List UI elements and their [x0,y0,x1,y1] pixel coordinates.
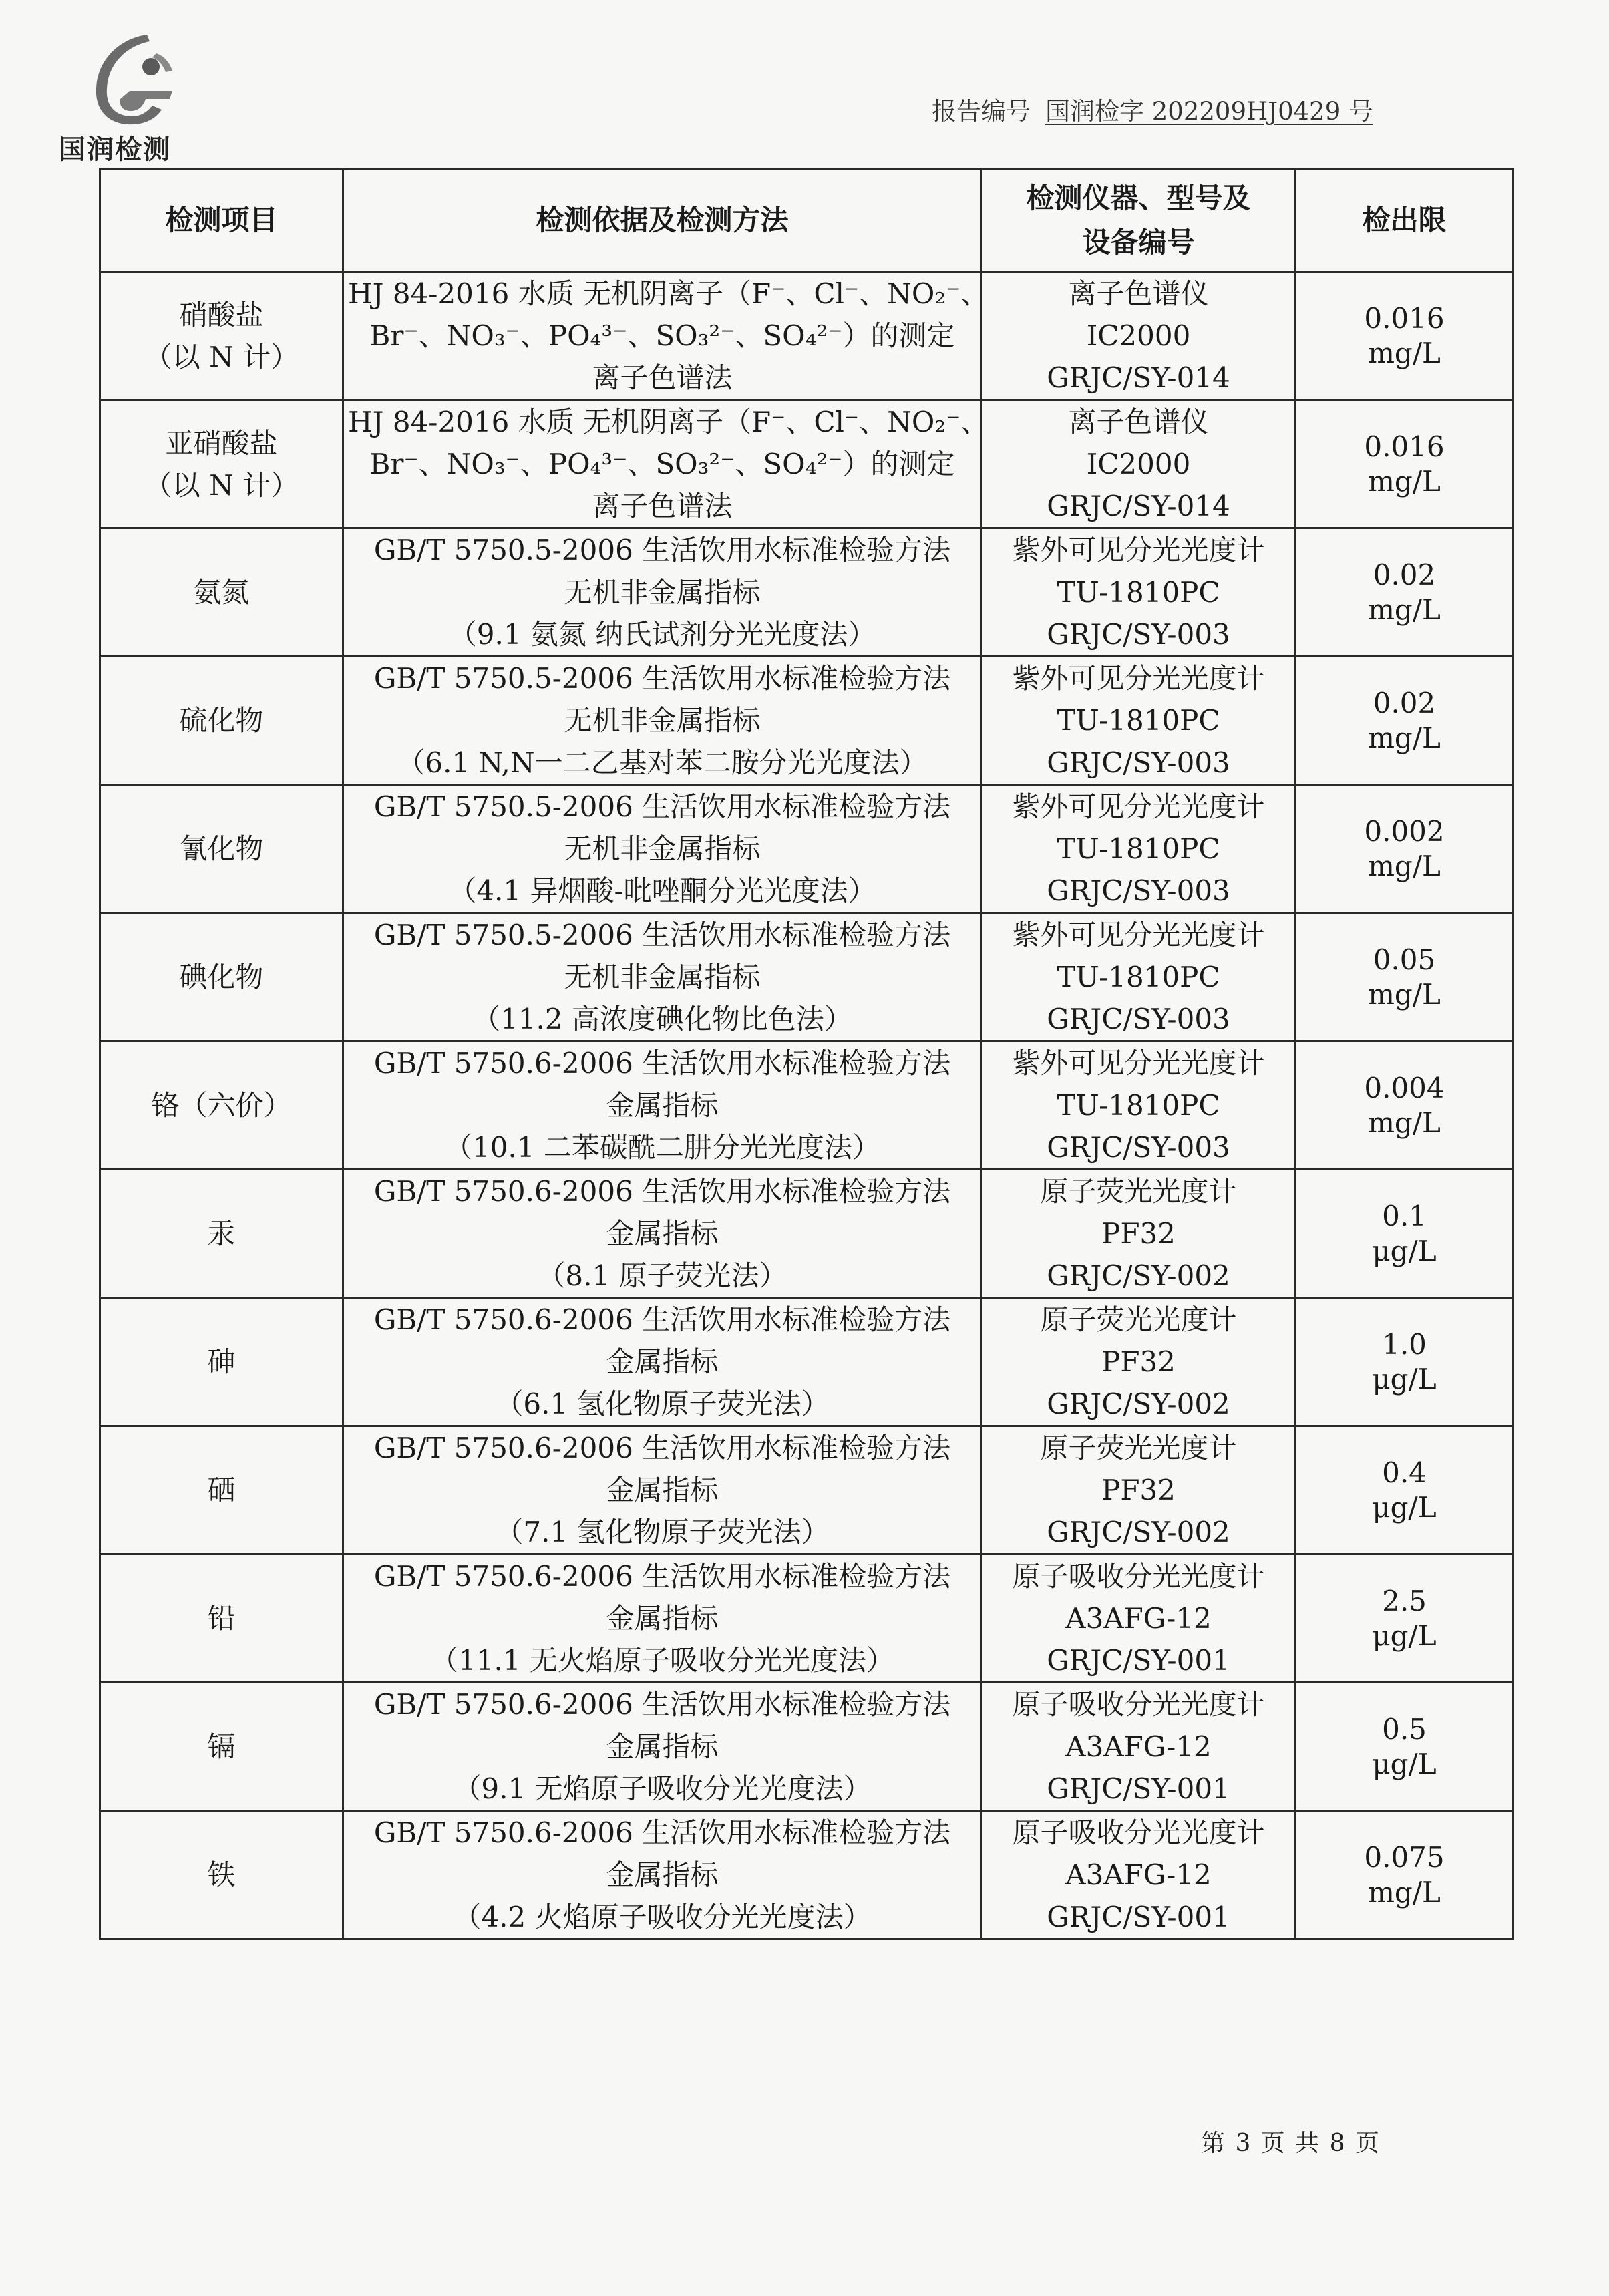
cell-item [100,785,343,913]
cell-item-line: 铁 [207,1858,236,1891]
cell-instrument-line: TU-1810PC [1057,704,1220,737]
cell-instrument-line: GRJC/SY-014 [1047,361,1230,394]
cell-limit-line: mg/L [1368,464,1441,498]
col-header-instrument-line2: 设备编号 [1082,226,1195,259]
cell-method-line: 金属指标 [606,1474,719,1506]
cell-method-line: 无机非金属指标 [564,576,761,609]
cell-method-line: GB/T 5750.6-2006 生活饮用水标准检验方法 [373,1175,951,1208]
cell-instrument [982,657,1296,785]
cell-instrument-line: A3AFG-12 [1065,1858,1212,1891]
cell-limit-line: 0.004 [1364,1071,1445,1104]
cell-item [100,913,343,1041]
cell-method [343,400,989,528]
cell-instrument-line: GRJC/SY-001 [1047,1901,1230,1933]
cell-instrument-line: 原子荧光光度计 [1040,1303,1237,1336]
cell-method-line: HJ 84-2016 水质 无机阴离子（F⁻、Cl⁻、NO₂⁻、 [348,277,989,310]
cell-method-line: （8.1 原子荧光法） [537,1259,787,1292]
table-row [100,528,1513,657]
cell-item-line: 汞 [207,1217,236,1250]
table-header-row [100,170,1513,272]
cell-limit [1296,1811,1513,1939]
company-logo [59,27,199,167]
table-row [100,785,1513,913]
test-methods-table [99,168,1514,1940]
table-row [100,657,1513,785]
table-row [100,913,1513,1041]
cell-instrument [982,1170,1296,1298]
cell-instrument-line: GRJC/SY-014 [1047,490,1230,522]
cell-method-line: 金属指标 [606,1858,719,1891]
cell-method-line: Br⁻、NO₃⁻、PO₄³⁻、SO₃²⁻、SO₄²⁻）的测定 [369,319,955,352]
cell-method-line: GB/T 5750.5-2006 生活饮用水标准检验方法 [373,919,951,951]
cell-method-line: 金属指标 [606,1602,719,1635]
cell-instrument-line: 原子荧光光度计 [1040,1175,1237,1208]
cell-item [100,272,343,400]
cell-method-line: GB/T 5750.6-2006 生活饮用水标准检验方法 [373,1816,951,1849]
cell-method [343,1426,982,1554]
cell-item-line: （以 N 计） [144,340,299,373]
col-header-limit: 检出限 [1296,170,1513,272]
cell-instrument-line: 原子吸收分光光度计 [1012,1560,1265,1593]
cell-limit [1296,1170,1513,1298]
cell-limit-line: μg/L [1372,1490,1437,1524]
cell-method-line: （6.1 氢化物原子荧光法） [495,1387,830,1420]
cell-limit-line: μg/L [1372,1234,1437,1267]
table-row [100,1298,1513,1426]
cell-limit-line: μg/L [1372,1362,1437,1396]
cell-instrument-line: A3AFG-12 [1065,1730,1212,1763]
cell-item-line: 亚硝酸盐 [165,426,278,460]
cell-limit-line: mg/L [1368,721,1441,754]
cell-instrument-line: GRJC/SY-001 [1047,1644,1230,1677]
cell-instrument-line: GRJC/SY-002 [1047,1387,1230,1420]
cell-instrument-line: PF32 [1101,1474,1176,1506]
cell-method-line: 金属指标 [606,1217,719,1250]
cell-item-line: 镉 [207,1730,236,1763]
cell-method [343,785,982,913]
cell-item-line: 铬（六价） [151,1089,292,1122]
table-row [100,1554,1513,1683]
cell-method-line: 离子色谱法 [592,361,733,394]
cell-instrument-line: 紫外可见分光光度计 [1012,919,1265,951]
cell-limit-line: μg/L [1372,1747,1437,1780]
cell-instrument [982,400,1296,528]
col-header-instrument-line1: 检测仪器、型号及 [1026,182,1251,214]
table-row [100,1170,1513,1298]
table-row [100,272,1513,400]
cell-method-line: （4.1 异烟酸-吡唑酮分光光度法） [448,874,876,907]
cell-limit-line: 0.02 [1373,686,1436,719]
cell-item [100,1811,343,1939]
cell-method-line: 无机非金属指标 [564,832,761,865]
cell-instrument-line: 原子吸收分光光度计 [1012,1688,1265,1721]
cell-instrument [982,785,1296,913]
cell-instrument-line: GRJC/SY-002 [1047,1259,1230,1292]
cell-instrument-line: 离子色谱仪 [1068,405,1209,438]
cell-instrument-line: GRJC/SY-001 [1047,1772,1230,1805]
cell-method [343,657,982,785]
cell-instrument-line: 紫外可见分光光度计 [1012,1047,1265,1080]
cell-limit-line: 0.4 [1382,1456,1427,1489]
cell-item [100,1683,343,1811]
table-row [100,1426,1513,1554]
cell-method-line: （7.1 氢化物原子荧光法） [495,1516,830,1548]
col-header-method: 检测依据及检测方法 [343,170,982,272]
cell-instrument-line: TU-1810PC [1057,961,1220,993]
report-number [932,91,1373,127]
cell-item [100,657,343,785]
cell-method-line: 无机非金属指标 [564,961,761,993]
cell-method-line: 金属指标 [606,1345,719,1378]
table-row [100,1811,1513,1939]
cell-limit [1296,272,1513,400]
cell-item-line: 硝酸盐 [179,298,264,331]
cell-item-line: 硫化物 [179,704,264,737]
cell-instrument [982,1298,1296,1426]
cell-item-line: 硒 [207,1474,236,1506]
cell-instrument [982,1554,1296,1683]
cell-method-line: （9.1 氨氮 纳氏试剂分光光度法） [448,618,876,651]
cell-instrument-line: 紫外可见分光光度计 [1012,534,1265,566]
cell-limit [1296,1554,1513,1683]
report-number-label: 报告编号 [932,97,1031,126]
cell-method-line: 无机非金属指标 [564,704,761,737]
cell-limit-line: 0.002 [1364,814,1445,848]
col-header-item: 检测项目 [100,170,343,272]
cell-method-line: GB/T 5750.5-2006 生活饮用水标准检验方法 [373,534,951,566]
cell-limit [1296,913,1513,1041]
cell-item-line: 氰化物 [179,832,264,865]
cell-method-line: （10.1 二苯碳酰二肼分光光度法） [444,1131,880,1164]
cell-limit [1296,528,1513,657]
cell-method-line: GB/T 5750.6-2006 生活饮用水标准检验方法 [373,1688,951,1721]
cell-instrument-line: PF32 [1101,1217,1176,1250]
cell-method-line: GB/T 5750.6-2006 生活饮用水标准检验方法 [373,1303,951,1336]
logo-text: 国润检测 [59,134,171,165]
cell-limit-line: mg/L [1368,336,1441,369]
cell-limit-line: mg/L [1368,977,1441,1011]
cell-instrument [982,272,1296,400]
cell-method-line: GB/T 5750.5-2006 生活饮用水标准检验方法 [373,662,951,695]
cell-item-line: （以 N 计） [144,468,299,502]
cell-method-line: （11.1 无火焰原子吸收分光光度法） [430,1644,894,1677]
cell-instrument [982,1683,1296,1811]
cell-instrument-line: GRJC/SY-002 [1047,1516,1230,1548]
cell-limit [1296,1298,1513,1426]
cell-method-line: GB/T 5750.6-2006 生活饮用水标准检验方法 [373,1560,951,1593]
cell-limit-line: 0.5 [1382,1712,1427,1746]
cell-item [100,1554,343,1683]
cell-instrument [982,1041,1296,1170]
cell-instrument-line: TU-1810PC [1057,576,1220,609]
cell-item [100,1170,343,1298]
cell-method [343,1683,982,1811]
cell-limit-line: μg/L [1372,1619,1437,1652]
cell-method-line: GB/T 5750.6-2006 生活饮用水标准检验方法 [373,1047,951,1080]
cell-method [343,272,989,400]
cell-item [100,528,343,657]
logo-g-mark-icon [72,27,186,127]
cell-limit-line: mg/L [1368,593,1441,626]
table-row [100,400,1513,528]
cell-instrument-line: 紫外可见分光光度计 [1012,790,1265,823]
cell-limit [1296,657,1513,785]
cell-instrument-line: GRJC/SY-003 [1047,746,1230,779]
cell-instrument-line: GRJC/SY-003 [1047,618,1230,651]
table-row [100,1683,1513,1811]
cell-method-line: HJ 84-2016 水质 无机阴离子（F⁻、Cl⁻、NO₂⁻、 [348,405,989,438]
cell-instrument-line: GRJC/SY-003 [1047,1131,1230,1164]
cell-limit-line: 0.05 [1373,943,1436,976]
cell-method [343,1298,982,1426]
cell-instrument [982,913,1296,1041]
cell-item-line: 铅 [207,1602,236,1635]
cell-limit-line: mg/L [1368,849,1441,882]
cell-limit-line: 0.016 [1364,430,1445,463]
cell-method-line: （9.1 无焰原子吸收分光光度法） [453,1772,872,1805]
cell-item [100,1298,343,1426]
cell-method-line: GB/T 5750.5-2006 生活饮用水标准检验方法 [373,790,951,823]
cell-instrument-line: 紫外可见分光光度计 [1012,662,1265,695]
cell-instrument-line: GRJC/SY-003 [1047,874,1230,907]
cell-method [343,1811,982,1939]
cell-limit [1296,400,1513,528]
cell-instrument-line: 原子荧光光度计 [1040,1432,1237,1464]
table-body [100,272,1513,1939]
cell-limit [1296,1426,1513,1554]
cell-instrument-line: 离子色谱仪 [1068,277,1209,310]
cell-item-line: 碘化物 [179,961,264,993]
cell-instrument [982,1426,1296,1554]
cell-instrument-line: TU-1810PC [1057,1089,1220,1122]
cell-limit-line: 0.1 [1382,1199,1427,1233]
cell-instrument-line: A3AFG-12 [1065,1602,1212,1635]
cell-limit [1296,1683,1513,1811]
cell-instrument [982,1811,1296,1939]
table-row [100,1041,1513,1170]
cell-method [343,528,982,657]
cell-method [343,913,982,1041]
cell-method-line: 离子色谱法 [592,490,733,522]
cell-limit-line: 1.0 [1382,1327,1427,1361]
cell-method-line: 金属指标 [606,1730,719,1763]
cell-item [100,1041,343,1170]
report-number-value: 国润检字 202209HJ0429 号 [1045,97,1374,126]
cell-limit [1296,785,1513,913]
cell-item [100,400,343,528]
col-header-instrument [982,170,1296,272]
page-number: 第 3 页 共 8 页 [1201,2130,1380,2157]
cell-instrument [982,528,1296,657]
cell-method-line: （11.2 高浓度碘化物比色法） [472,1003,852,1035]
cell-method-line: （4.2 火焰原子吸收分光光度法） [453,1901,872,1933]
cell-limit-line: 0.075 [1364,1840,1445,1874]
cell-limit-line: mg/L [1368,1106,1441,1139]
cell-method [343,1554,982,1683]
cell-method [343,1041,982,1170]
cell-limit-line: 2.5 [1382,1584,1427,1617]
cell-item-line: 砷 [207,1345,236,1378]
cell-instrument-line: IC2000 [1086,319,1191,352]
cell-method-line: 金属指标 [606,1089,719,1122]
cell-item-line: 氨氮 [193,576,250,609]
cell-method-line: （6.1 N,N一二乙基对苯二胺分光光度法） [397,746,928,779]
cell-limit [1296,1041,1513,1170]
cell-instrument-line: GRJC/SY-003 [1047,1003,1230,1035]
cell-method-line: Br⁻、NO₃⁻、PO₄³⁻、SO₃²⁻、SO₄²⁻）的测定 [369,448,955,480]
cell-method [343,1170,982,1298]
cell-limit-line: 0.02 [1373,558,1436,591]
cell-instrument-line: PF32 [1101,1345,1176,1378]
cell-item [100,1426,343,1554]
cell-method-line: GB/T 5750.6-2006 生活饮用水标准检验方法 [373,1432,951,1464]
cell-limit-line: 0.016 [1364,301,1445,335]
cell-instrument-line: 原子吸收分光光度计 [1012,1816,1265,1849]
cell-instrument-line: TU-1810PC [1057,832,1220,865]
cell-limit-line: mg/L [1368,1875,1441,1909]
cell-instrument-line: IC2000 [1086,448,1191,480]
